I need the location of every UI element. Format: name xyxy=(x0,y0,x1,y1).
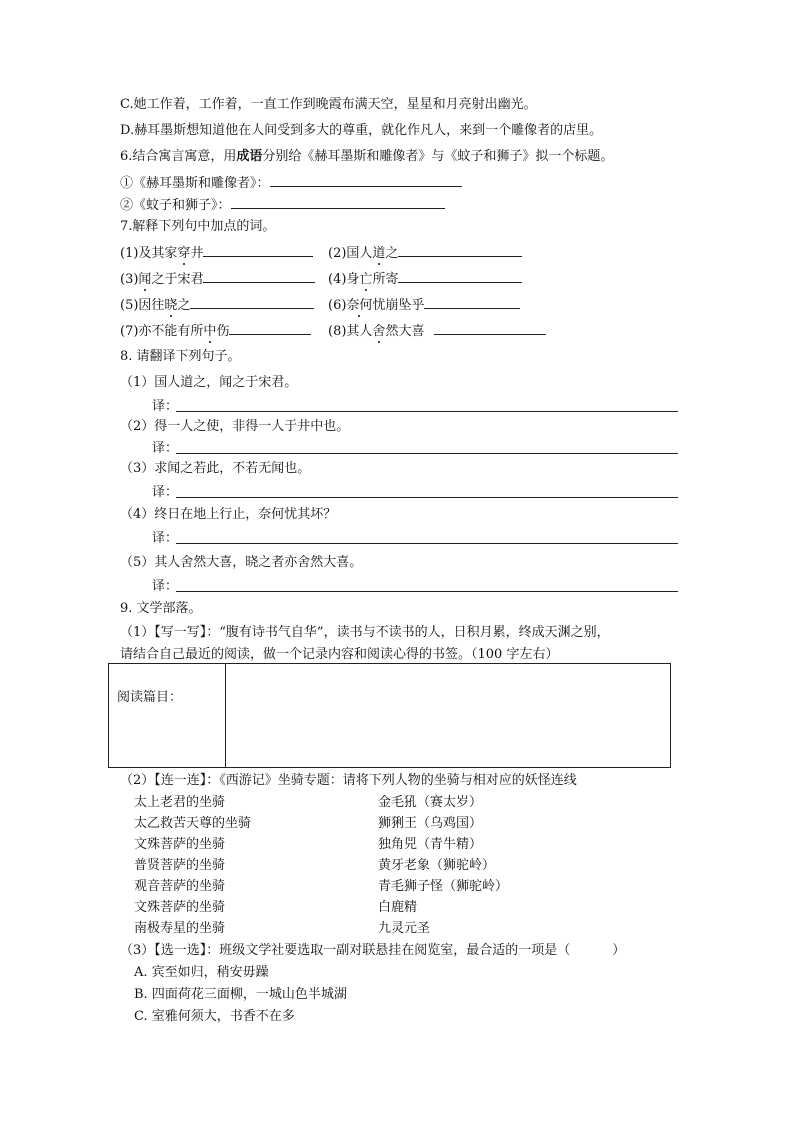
choice-option-a[interactable]: A. 宾至如归，稍安毋躁 xyxy=(134,965,269,980)
answer-blank[interactable] xyxy=(270,172,462,187)
q6-item-1: ①《赫耳墨斯和雕像者》： xyxy=(120,172,462,193)
q7-item-1: (1)及其家穿井 xyxy=(120,242,313,263)
answer-blank[interactable] xyxy=(434,320,546,335)
q7-item-3: (3)闻之于宋君 xyxy=(120,268,315,289)
q6-bold-keyword: 成语 xyxy=(236,149,263,164)
monster[interactable]: 独角兕（青牛精） xyxy=(378,837,483,852)
q7-title: 7.解释下列句中加点的词。 xyxy=(120,219,276,234)
answer-blank[interactable] xyxy=(398,242,522,257)
mount-owner[interactable]: 观音菩萨的坐骑 xyxy=(134,879,226,894)
q7-item-2: (2)国人道之 xyxy=(328,242,522,263)
monster[interactable]: 金毛犼（赛太岁） xyxy=(378,795,483,810)
q7-item-6: (6)奈何忧崩坠乎 xyxy=(328,294,520,315)
q6-item-2: ②《蚊子和狮子》： xyxy=(120,194,445,215)
answer-blank[interactable] xyxy=(424,294,520,309)
mount-owner[interactable]: 文殊菩萨的坐骑 xyxy=(134,837,226,852)
q8-sentence-5: （5）其人舍然大喜，晓之者亦舍然大喜。 xyxy=(120,555,363,570)
choice-option-c[interactable]: C. 室雅何须大，书香不在多 xyxy=(134,1009,295,1024)
q7-item-4: (4)身亡所寄 xyxy=(328,268,522,289)
answer-blank[interactable] xyxy=(231,194,445,209)
translate-label: 译： xyxy=(152,531,179,546)
translate-label: 译： xyxy=(152,579,179,594)
q8-sentence-3: （3）求闻之若此，不若无闻也。 xyxy=(120,461,311,476)
mount-owner[interactable]: 南极寿星的坐骑 xyxy=(134,921,226,936)
box-divider xyxy=(225,664,226,767)
monster[interactable]: 狮猁王（乌鸡国） xyxy=(378,816,483,831)
q7-item-5: (5)因往晓之 xyxy=(120,294,314,315)
q8-sentence-4: （4）终日在地上行止，奈何忧其坏？ xyxy=(120,507,337,522)
q6-prompt: 6.结合寓言寓意，用成语分别给《赫耳墨斯和雕像者》与《蚊子和狮子》拟一个标题。 xyxy=(120,149,614,164)
monster[interactable]: 黄牙老象（狮驼岭） xyxy=(378,858,496,873)
mount-owner[interactable]: 文殊菩萨的坐骑 xyxy=(134,900,226,915)
q9-title: 9. 文学部落。 xyxy=(120,601,202,616)
q9-part1-line1: （1）【写一写】：“腹有诗书气自华”，读书与不读书的人，日积月累，终成天渊之别， xyxy=(120,625,610,640)
translate-label: 译： xyxy=(152,485,179,500)
answer-blank[interactable] xyxy=(203,242,313,257)
answer-line[interactable] xyxy=(176,453,678,454)
translate-label: 译： xyxy=(152,399,179,414)
q9-part2-title: （2）【连一连】：《西游记》坐骑专题：请将下列人物的坐骑与相对应的妖怪连线 xyxy=(120,773,577,788)
monster[interactable]: 白鹿精 xyxy=(378,900,418,915)
mount-owner[interactable]: 太上老君的坐骑 xyxy=(134,795,226,810)
answer-line[interactable] xyxy=(176,497,678,498)
answer-line[interactable] xyxy=(176,411,678,412)
answer-line[interactable] xyxy=(176,543,678,544)
bookmark-answer-box[interactable] xyxy=(108,663,671,768)
mount-owner[interactable]: 普贤菩萨的坐骑 xyxy=(134,858,226,873)
answer-blank[interactable] xyxy=(203,268,315,283)
answer-blank[interactable] xyxy=(190,294,314,309)
q9-part1-line2: 请结合自己最近的阅读，做一个记录内容和阅读心得的书签。（100 字左右） xyxy=(120,647,559,662)
q8-title: 8. 请翻译下列句子。 xyxy=(120,349,241,364)
q7-item-7: (7)亦不能有所中伤 xyxy=(120,320,311,341)
answer-line[interactable] xyxy=(176,591,678,592)
q9-part3-title: （3）【选一选】：班级文学社要选取一副对联悬挂在阅览室，最合适的一项是（ ） xyxy=(120,943,626,958)
q5-option-d: D.赫耳墨斯想知道他在人间受到多大的尊重，就化作凡人，来到一个雕像者的店里。 xyxy=(120,123,603,138)
q7-item-8: (8)其人舍然大喜 xyxy=(328,320,546,341)
q5-option-c: C.她工作着，工作着，一直工作到晚霞布满天空，星星和月亮射出幽光。 xyxy=(120,97,537,112)
mount-owner[interactable]: 太乙救苦天尊的坐骑 xyxy=(134,816,252,831)
choice-option-b[interactable]: B. 四面荷花三面柳，一城山色半城湖 xyxy=(134,987,347,1002)
answer-blank[interactable] xyxy=(229,320,311,335)
q8-sentence-1: （1）国人道之，闻之于宋君。 xyxy=(120,375,298,390)
answer-blank[interactable] xyxy=(398,268,522,283)
monster[interactable]: 九灵元圣 xyxy=(378,921,431,936)
translate-label: 译： xyxy=(152,441,179,456)
q8-sentence-2: （2）得一人之使，非得一人于井中也。 xyxy=(120,419,350,434)
monster[interactable]: 青毛狮子怪（狮驼岭） xyxy=(378,879,509,894)
reading-title-label: 阅读篇目： xyxy=(117,690,183,705)
